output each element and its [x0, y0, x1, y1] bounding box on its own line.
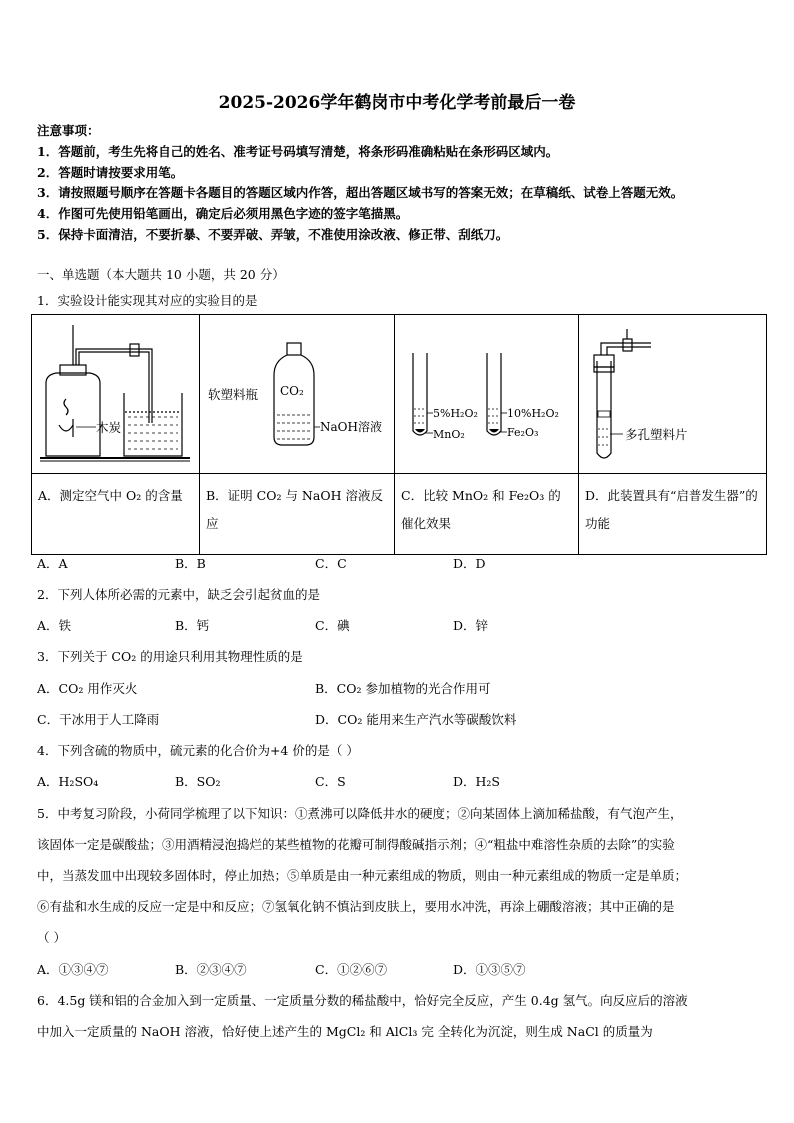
label-soft-bottle: 软塑料瓶 — [208, 387, 259, 402]
question-5-line: 该固体一定是碳酸盐；③用酒精浸泡捣烂的某些植物的花瓣可制得酸碱指示剂；④“粗盐中难溶性杂质的去除”的实验 — [37, 837, 675, 852]
q4-option-a[interactable]: A．H₂SO₄ — [37, 774, 99, 789]
label-h2o2-5pct: 5%H₂O₂ — [433, 407, 478, 420]
notice-item: 2．答题时请按要求用笔。 — [37, 165, 184, 180]
q3-option-b[interactable]: B．CO₂ 参加植物的光合作用可 — [315, 681, 491, 696]
q1-option-d[interactable]: D．D — [453, 556, 486, 571]
question-2-stem: 2．下列人体所必需的元素中，缺乏会引起贫血的是 — [37, 587, 320, 602]
q2-option-d[interactable]: D．锌 — [453, 618, 489, 633]
q3-option-d[interactable]: D．CO₂ 能用来生产汽水等碳酸饮料 — [315, 712, 517, 727]
question-4-stem: 4．下列含硫的物质中，硫元素的化合价为+4 价的是（ ） — [37, 743, 359, 758]
caption-a: A．测定空气中 O₂ 的含量 — [32, 474, 200, 555]
q2-option-c[interactable]: C．碘 — [315, 618, 350, 633]
question-5-line: ⑥有盐和水生成的反应一定是中和反应；⑦氢氧化钠不慎沾到皮肤上，要用水冲洗，再涂上硼酸溶液；其中正确的是 — [37, 899, 675, 914]
section-heading: 一、单选题（本大题共 10 小题，共 20 分） — [37, 267, 285, 282]
apparatus-b-figure — [200, 315, 394, 469]
notice-item: 1．答题前，考生先将自己的姓名、准考证号码填写清楚，将条形码准确粘贴在条形码区域内。 — [37, 144, 559, 159]
question-5-line: （ ） — [37, 930, 66, 945]
q1-option-b[interactable]: B．B — [175, 556, 206, 571]
label-charcoal: 木炭 — [96, 420, 122, 435]
question-6-line: 中加入一定质量的 NaOH 溶液，恰好使上述产生的 MgCl₂ 和 AlCl₃ 完 全转化为沉淀，则生成 NaCl 的质量为 — [37, 1024, 653, 1039]
q3-option-c[interactable]: C．干冰用于人工降雨 — [37, 712, 160, 727]
notice-item: 3．请按照题号顺序在答题卡各题目的答题区域内作答，超出答题区域书写的答案无效；在草稿纸、试卷上答题无效。 — [37, 185, 684, 200]
q4-option-b[interactable]: B．SO₂ — [175, 774, 221, 789]
q1-option-a[interactable]: A．A — [37, 556, 68, 571]
q5-option-d[interactable]: D．①③⑤⑦ — [453, 962, 526, 977]
caption-b: B．证明 CO₂ 与 NaOH 溶液反应 — [200, 474, 395, 555]
question-6-line: 6．4.5g 镁和铝的合金加入到一定质量、一定质量分数的稀盐酸中，恰好完全反应，产生 0.4g 氢气。向反应后的溶液 — [37, 993, 688, 1008]
notice-item: 4．作图可先使用铅笔画出，确定后必须用黑色字迹的签字笔描黑。 — [37, 206, 409, 221]
label-naoh-solution: NaOH溶液 — [320, 420, 382, 434]
figure-b-cell — [200, 315, 395, 474]
question-1-stem: 1．实验设计能实现其对应的实验目的是 — [37, 293, 258, 308]
q5-option-a[interactable]: A．①③④⑦ — [37, 962, 109, 977]
q5-option-c[interactable]: C．①②⑥⑦ — [315, 962, 388, 977]
apparatus-c-figure — [395, 315, 578, 469]
figure-c-cell — [395, 315, 579, 474]
page-title: 2025-2026学年鹤岗市中考化学考前最后一卷 — [218, 93, 576, 113]
label-h2o2-10pct: 10%H₂O₂ — [507, 407, 559, 420]
q4-option-c[interactable]: C．S — [315, 774, 346, 789]
label-mno2: MnO₂ — [433, 428, 465, 441]
caption-c: C．比较 MnO₂ 和 Fe₂O₃ 的催化效果 — [395, 474, 579, 555]
q2-option-a[interactable]: A．铁 — [37, 618, 72, 633]
notice-item: 5．保持卡面清洁，不要折暴、不要弄破、弄皱，不准使用涂改液、修正带、刮纸刀。 — [37, 227, 509, 242]
notice-heading: 注意事项： — [37, 123, 100, 138]
apparatus-d-figure — [579, 315, 766, 469]
q1-option-c[interactable]: C．C — [315, 556, 347, 571]
figure-a-cell — [32, 315, 200, 474]
question-5-line: 5．中考复习阶段，小荷同学梳理了以下知识：①煮沸可以降低井水的硬度；②向某固体上滴加稀盐酸，有气泡产生， — [37, 806, 683, 821]
label-co2: CO₂ — [280, 384, 304, 398]
question-1-table — [31, 314, 767, 555]
q2-option-b[interactable]: B．钙 — [175, 618, 210, 633]
caption-d: D．此装置具有“启普发生器”的功能 — [579, 474, 767, 555]
q3-option-a[interactable]: A．CO₂ 用作灭火 — [37, 681, 138, 696]
question-5-line: 中，当蒸发皿中出现较多固体时，停止加热；⑤单质是由一种元素组成的物质，则由一种元素组成的物质一定是单质； — [37, 868, 688, 883]
question-3-stem: 3．下列关于 CO₂ 的用途只利用其物理性质的是 — [37, 649, 303, 664]
apparatus-a-figure — [32, 315, 199, 469]
figure-d-cell — [579, 315, 767, 474]
q5-option-b[interactable]: B．②③④⑦ — [175, 962, 247, 977]
label-porous-plate: 多孔塑料片 — [625, 427, 688, 442]
label-fe2o3: Fe₂O₃ — [507, 426, 539, 439]
q4-option-d[interactable]: D．H₂S — [453, 774, 500, 789]
